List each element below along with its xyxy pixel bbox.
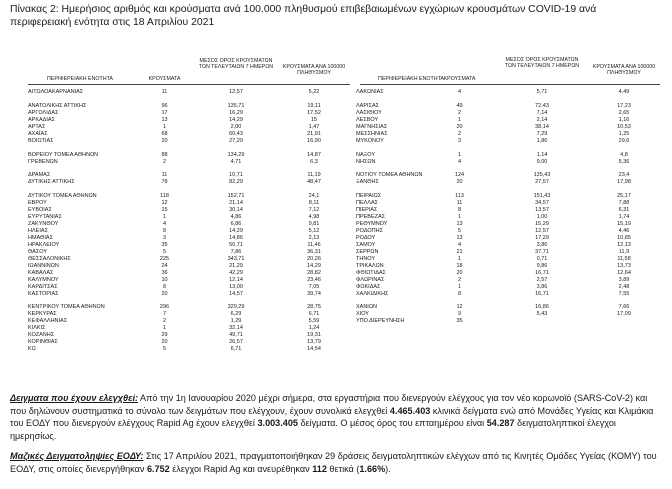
table-cell-cases: 49 xyxy=(456,102,463,109)
table-cell-per: 28,82 xyxy=(307,269,321,276)
table-cell-avg: 12,14 xyxy=(229,276,243,283)
table-cell-per: 14,87 xyxy=(307,151,321,158)
table-cell-cases: 296 xyxy=(159,304,170,311)
table-cell-cases: 1 xyxy=(162,325,167,332)
table-cell-cases: 113 xyxy=(455,193,464,200)
table-cell-region: ΡΟΔΟΠΗΣ xyxy=(356,228,384,234)
table-cell-region: ΘΕΣΣΑΛΟΝΙΚΗΣ xyxy=(28,255,71,262)
table-cell-region: ΕΒΡΟΥ xyxy=(28,200,47,207)
left-header-region: ΠΕΡΙΦΕΡΕΙΑΚΗ ΕΝΟΤΗΤΑ xyxy=(47,76,113,82)
table-cell-avg: 7,14 xyxy=(536,109,548,116)
table-cell-region: ΚΕΦΑΛΛΗΝΙΑΣ xyxy=(28,318,68,325)
table-cell-avg: 30,14 xyxy=(229,207,243,214)
table-cell-cases: 1 xyxy=(162,214,167,221)
table-cell-avg: 2,57 xyxy=(536,276,548,283)
table-cell-avg: 1,00 xyxy=(536,214,548,221)
table-cell-avg: 329,29 xyxy=(227,304,245,311)
table-cell-cases: 20 xyxy=(161,137,168,144)
table-cell-cases: 8 xyxy=(162,283,167,290)
table-cell-avg: 2,14 xyxy=(536,116,548,123)
table-cell-avg: 37,71 xyxy=(535,248,549,255)
table-cell-avg: 134,29 xyxy=(227,151,245,158)
table-cell-cases: 2 xyxy=(162,318,167,325)
footer-paragraph-mass-testing xyxy=(10,450,662,475)
table-cell-region: ΘΑΣΟΥ xyxy=(28,248,48,255)
table-cell-avg: 16,71 xyxy=(535,290,549,297)
table-cell-avg: 3,86 xyxy=(536,241,548,248)
table-cell-avg: 4,86 xyxy=(230,214,242,221)
table-cell-region: ΒΟΡΕΙΟΥ ΤΟΜΕΑ ΑΘΗΝΩΝ xyxy=(28,151,99,158)
table-cell-region: ΛΑΚΩΝΙΑΣ xyxy=(356,89,384,95)
footer-bold-value: 54.287 xyxy=(486,418,515,429)
table-cell-cases: 15 xyxy=(161,207,168,214)
table-cell-region: ΗΜΑΘΙΑΣ xyxy=(28,234,53,241)
table-cell-region: ΚΑΡΔΙΤΣΑΣ xyxy=(28,283,58,290)
table-cell-region: ΛΑΡΙΣΑΣ xyxy=(356,102,380,109)
table-cell-cases: 8 xyxy=(457,290,462,297)
table-cell-cases: 18 xyxy=(456,262,463,269)
table-cell-region: ΦΛΩΡΙΝΑΣ xyxy=(356,276,385,283)
table-cell-region: ΓΡΕΒΕΝΩΝ xyxy=(28,158,58,165)
table-cell-per: 6,71 xyxy=(308,311,320,318)
table-cell-per: 36,31 xyxy=(307,248,321,255)
table-cell-per: 6,3 xyxy=(310,158,318,165)
table-cell-cases: 2 xyxy=(162,158,167,165)
table-cell-avg: 14,86 xyxy=(229,234,243,241)
table-cell-region: ΝΑΞΟΥ xyxy=(356,151,375,158)
table-cell-avg: 5,71 xyxy=(536,89,548,95)
table-cell-avg: 0,71 xyxy=(536,255,548,262)
table-cell-region: ΜΑΓΝΗΣΙΑΣ xyxy=(356,123,388,130)
table-cell-cases: 11 xyxy=(456,200,463,207)
table-cell-per: 10,53 xyxy=(617,123,631,130)
table-cell-per: 11,46 xyxy=(307,241,321,248)
table-cell-per: 4,49 xyxy=(618,89,630,95)
table-cell-per: 16,90 xyxy=(307,137,321,144)
table-cell-cases: 1 xyxy=(457,283,462,290)
right-header-region: ΠΕΡΙΦΕΡΕΙΑΚΗ ΕΝΟΤΗΤΑ xyxy=(378,76,444,82)
table-cell-avg: 60,43 xyxy=(229,130,243,137)
table-cell-per: 21,91 xyxy=(307,130,321,137)
table-cell-per: 1,74 xyxy=(618,214,630,221)
table-cell-cases: 12 xyxy=(161,200,168,207)
table-cell-avg: 5,43 xyxy=(536,311,548,318)
table-cell-per: 1,47 xyxy=(308,123,320,130)
table-cell-avg: 21,14 xyxy=(229,200,243,207)
table-cell-per: 12,13 xyxy=(617,241,631,248)
table-cell-avg: 49,71 xyxy=(229,332,243,339)
table-cell-avg: 50,71 xyxy=(229,241,243,248)
table-cell-region: ΣΑΜΟΥ xyxy=(356,241,376,248)
table-cell-per: 19,31 xyxy=(307,332,321,339)
table-cell-region: ΑΡΤΑΣ xyxy=(28,123,46,130)
table-cell-region: ΦΩΚΙΔΑΣ xyxy=(356,283,381,290)
table-cell-region: ΝΗΣΩΝ xyxy=(356,158,376,165)
table-cell-cases: 96 xyxy=(161,102,168,109)
table-cell-avg: 27,57 xyxy=(535,179,549,186)
table-cell-per: 39,74 xyxy=(307,290,321,297)
table-cell-per: 1,24 xyxy=(308,325,320,332)
table-cell-region: ΛΑΣΙΘΙΟΥ xyxy=(356,109,382,116)
table-cell-region: ΜΕΣΣΗΝΙΑΣ xyxy=(356,130,388,137)
table-cell-cases: 9 xyxy=(457,311,462,318)
table-cell-per: 24,1 xyxy=(308,193,320,200)
table-cell-region: ΚΟΡΙΝΘΙΑΣ xyxy=(28,339,58,346)
table-cell-avg: 1,14 xyxy=(536,151,548,158)
table-cell-cases: 21 xyxy=(456,248,463,255)
table-cell-per: 25,17 xyxy=(617,193,631,200)
table-cell-region: ΗΡΑΚΛΕΙΟΥ xyxy=(28,241,60,248)
table-cell-avg: 7,29 xyxy=(536,130,548,137)
table-cell-region: ΑΧΑΪΑΣ xyxy=(28,130,48,137)
table-cell-avg: 2,00 xyxy=(230,123,242,130)
footer-text: δειγματοληπτικοί έλεγχοι ημερησίως. xyxy=(10,418,616,442)
table-cell-per: 48,47 xyxy=(307,179,321,186)
table-cell-cases: 2 xyxy=(457,109,462,116)
footer-text: έλεγχοι Rapid Ag και ανευρέθηκαν xyxy=(169,463,313,474)
table-cell-region: ΔΥΤΙΚΗΣ ΑΤΤΙΚΗΣ xyxy=(28,179,75,186)
table-cell-avg: 16,86 xyxy=(535,304,549,311)
table-cell-avg: 4,71 xyxy=(230,158,242,165)
table-cell-region: ΜΥΚΟΝΟΥ xyxy=(356,137,384,144)
table-cell-per: 15,19 xyxy=(617,221,631,228)
footer-text: κλινικά δείγματα ενώ από Μονάδες Υγείας και Κλιμάκια του ΕΟΔΥ που διενεργούν ελέγχους Rapid Ag έχουν ελεγχθεί xyxy=(10,405,654,429)
table-cell-per: 13,73 xyxy=(617,262,631,269)
table-cell-avg: 343,71 xyxy=(227,255,245,262)
table-cell-region: ΚΙΛΚΙΣ xyxy=(28,325,46,332)
table-cell-cases: 20 xyxy=(161,339,168,346)
table-cell-avg: 32,14 xyxy=(229,325,243,332)
right-header-cases: ΚΡΟΥΣΜΑΤΑ xyxy=(443,76,476,82)
table-cell-avg: 6,29 xyxy=(230,311,242,318)
table-cell-avg: 42,29 xyxy=(229,269,243,276)
table-cell-cases: 3 xyxy=(162,234,167,241)
table-cell-region: ΚΑΛΥΜΝΟΥ xyxy=(28,276,59,283)
left-header-rule xyxy=(28,84,350,85)
table-cell-per: 3,89 xyxy=(618,276,630,283)
table-cell-cases: 1 xyxy=(162,123,167,130)
table-cell-per: 13,79 xyxy=(307,339,321,346)
table-cell-cases: 7 xyxy=(162,311,167,318)
table-cell-per: 23,46 xyxy=(307,276,321,283)
table-cell-cases: 8 xyxy=(457,207,462,214)
table-cell-per: 17,09 xyxy=(617,311,631,318)
table-cell-per: 29,6 xyxy=(618,137,630,144)
table-cell-region: ΦΘΙΩΤΙΔΑΣ xyxy=(356,269,386,276)
table-cell-avg: 7,86 xyxy=(230,248,242,255)
table-cell-region: ΙΩΑΝΝΙΝΩΝ xyxy=(28,262,59,269)
table-cell-per: 6,31 xyxy=(618,207,630,214)
table-cell-avg: 3,86 xyxy=(536,283,548,290)
table-cell-cases: 29 xyxy=(161,332,168,339)
table-cell-per: 14,54 xyxy=(307,346,321,353)
right-header-per: ΚΡΟΥΣΜΑΤΑ ΑΝΑ 100000 ΠΛΗΘΥΣΜΟΥ xyxy=(592,64,656,77)
table-cell-region: ΖΑΚΥΝΘΟΥ xyxy=(28,221,59,228)
table-cell-cases: 13 xyxy=(161,116,168,123)
table-cell-per: 15 xyxy=(310,116,318,123)
footer-bold-value: 1.66% xyxy=(359,463,386,474)
table-cell-avg: 151,43 xyxy=(533,193,551,200)
table-cell-cases: 1 xyxy=(457,151,462,158)
footer-bold-value: 6.752 xyxy=(146,463,170,474)
table-cell-per: 1,25 xyxy=(618,130,630,137)
table-cell-cases: 1 xyxy=(457,255,462,262)
table-cell-region: ΥΠΟ ΔΙΕΡΕΥΝΗΣΗ xyxy=(356,318,405,325)
table-cell-cases: 5 xyxy=(162,248,167,255)
table-cell-avg: 14,29 xyxy=(229,228,243,234)
table-cell-cases: 13 xyxy=(456,221,463,228)
footer-paragraph-tests xyxy=(10,392,662,443)
table-cell-cases: 35 xyxy=(161,241,168,248)
table-cell-avg: 14,29 xyxy=(229,116,243,123)
table-cell-avg: 12,57 xyxy=(229,89,243,95)
table-cell-per: 11,9 xyxy=(618,248,630,255)
table-cell-per: 20,26 xyxy=(307,255,321,262)
table-cell-region: ΝΟΤΙΟΥ ΤΟΜΕΑ ΑΘΗΝΩΝ xyxy=(356,172,423,179)
table-cell-avg: 27,29 xyxy=(229,137,243,144)
table-cell-avg: 72,43 xyxy=(535,102,549,109)
table-cell-avg: 21,29 xyxy=(229,262,243,269)
table-cell-per: 7,12 xyxy=(308,207,320,214)
table-cell-region: ΧΑΝΙΩΝ xyxy=(356,304,377,311)
table-cell-cases: 4 xyxy=(457,158,462,165)
footer-text: δείγματα. Ο μέσος όρος του επταημέρου είναι xyxy=(297,418,487,429)
table-cell-per: 5,36 xyxy=(618,158,630,165)
footer-bold-value: 3.003.405 xyxy=(257,418,298,429)
table-cell-avg: 26,57 xyxy=(229,339,243,346)
table-cell-region: ΠΡΕΒΕΖΑΣ xyxy=(356,214,386,221)
table-cell-avg: 1,86 xyxy=(536,137,548,144)
table-cell-per: 5,12 xyxy=(308,228,320,234)
table-cell-cases: 4 xyxy=(457,241,462,248)
table-cell-region: ΛΕΣΒΟΥ xyxy=(356,116,379,123)
table-cell-cases: 36 xyxy=(161,269,168,276)
table-cell-avg: 16,29 xyxy=(229,109,243,116)
table-cell-per: 23,4 xyxy=(618,172,630,179)
table-cell-per: 2,13 xyxy=(308,234,320,241)
table-cell-region: ΞΑΝΘΗΣ xyxy=(356,179,379,186)
table-cell-cases: 2 xyxy=(457,276,462,283)
table-cell-per: 7,05 xyxy=(308,283,320,290)
table-cell-avg: 34,57 xyxy=(535,200,549,207)
table-cell-cases: 11 xyxy=(161,172,168,179)
table-cell-cases: 20 xyxy=(161,290,168,297)
table-cell-cases: 20 xyxy=(456,123,463,130)
table-cell-region: ΚΕΝΤΡΙΚΟΥ ΤΟΜΕΑ ΑΘΗΝΩΝ xyxy=(28,304,105,311)
table-cell-region: ΠΕΙΡΑΙΩΣ xyxy=(356,193,382,200)
table-cell-avg: 13,00 xyxy=(229,283,243,290)
table-cell-avg: 6,86 xyxy=(230,221,242,228)
right-header-rule xyxy=(360,84,660,85)
table-cell-per: 4,46 xyxy=(618,228,630,234)
table-cell-per: 7,88 xyxy=(618,200,630,207)
table-cell-region: ΠΙΕΡΙΑΣ xyxy=(356,207,378,214)
table-cell-avg: 135,43 xyxy=(533,172,551,179)
table-cell-region: ΚΩ xyxy=(28,346,36,353)
table-cell-avg: 12,57 xyxy=(535,228,549,234)
table-cell-per: 17,98 xyxy=(617,179,631,186)
table-cell-per: 8,11 xyxy=(308,200,320,207)
table-cell-cases: 20 xyxy=(456,269,463,276)
table-cell-cases: 17 xyxy=(161,109,168,116)
table-cell-region: ΑΡΓΟΛΙΔΑΣ xyxy=(28,109,59,116)
table-cell-cases: 13 xyxy=(456,234,463,241)
table-cell-region: ΕΥΒΟΙΑΣ xyxy=(28,207,52,214)
table-cell-cases: 124 xyxy=(454,172,465,179)
table-cell-cases: 5 xyxy=(457,228,462,234)
table-cell-avg: 10,71 xyxy=(229,172,243,179)
table-cell-avg: 152,71 xyxy=(227,193,245,200)
table-cell-per: 10,85 xyxy=(617,234,631,241)
table-cell-cases: 12 xyxy=(456,304,463,311)
table-cell-per: 9,81 xyxy=(308,221,320,228)
footer-tests-label: Δειγματα που έχουν ελεγχθεί: xyxy=(10,393,139,403)
table-cell-avg: 15,29 xyxy=(535,221,549,228)
footer-text: Στις 17 Απριλίου 2021, πραγματοποιήθηκαν 29 δράσεις δειγματοληπτικών ελέγχων από τις Κινητές Ομάδες Υγείας (ΚΟΜΥ) του ΕΟΔΥ, στις οποίες διενεργήθηκαν xyxy=(10,451,657,474)
table-cell-avg: 9,86 xyxy=(536,262,548,269)
table-cell-avg: 6,71 xyxy=(230,346,242,353)
table-cell-per: 5,59 xyxy=(308,318,320,325)
left-header-cases: ΚΡΟΥΣΜΑΤΑ xyxy=(148,76,181,82)
table-cell-avg: 9,00 xyxy=(536,158,548,165)
left-header-avg: ΜΕΣΟΣ ΟΡΟΣ ΚΡΟΥΣΜΑΤΩΝ ΤΩΝ ΤΕΛΕΥΤΑΙΩΝ 7 ΗΜΕΡΩΝ xyxy=(198,58,274,71)
table-title: Πίνακας 2: Ημερήσιος αριθμός και κρούσματα ανά 100.000 πληθυσμού επιβεβαιωμένων εγχώριων κρουσμάτων COVID-19 ανά περιφερειακή ενότητα στις 18 Απριλίου 2021 xyxy=(10,4,597,28)
table-cell-region: ΤΡΙΚΑΛΩΝ xyxy=(356,262,384,269)
table-cell-region: ΒΟΙΩΤΙΑΣ xyxy=(28,137,54,144)
table-cell-per: 2,65 xyxy=(618,109,630,116)
table-cell-per: 1,16 xyxy=(618,116,630,123)
table-cell-cases: 10 xyxy=(161,276,168,283)
table-cell-region: ΚΕΡΚΥΡΑΣ xyxy=(28,311,57,318)
table-cell-per: 7,55 xyxy=(618,290,630,297)
table-cell-cases: 11 xyxy=(161,89,168,95)
table-cell-cases: 4 xyxy=(162,221,167,228)
table-cell-cases: 8 xyxy=(162,228,167,234)
table-cell-region: ΣΕΡΡΩΝ xyxy=(356,248,379,255)
table-cell-cases: 2 xyxy=(457,130,462,137)
table-cell-cases: 225 xyxy=(159,255,170,262)
table-cell-per: 7,66 xyxy=(618,304,630,311)
table-cell-cases: 1 xyxy=(457,214,462,221)
table-cell-per: 19,11 xyxy=(307,102,321,109)
right-header-avg: ΜΕΣΟΣ ΟΡΟΣ ΚΡΟΥΣΜΑΤΩΝ ΤΩΝ ΤΕΛΕΥΤΑΙΩΝ 7 ΗΜΕΡΩΝ xyxy=(504,57,580,70)
table-cell-cases: 5 xyxy=(162,346,167,353)
table-cell-region: ΡΕΘΥΜΝΟΥ xyxy=(356,221,388,228)
table-cell-avg: 38,14 xyxy=(535,123,549,130)
table-cell-per: 2,48 xyxy=(618,283,630,290)
table-cell-per: 11,58 xyxy=(617,255,631,262)
table-cell-region: ΠΕΛΛΑΣ xyxy=(356,200,379,207)
table-cell-region: ΚΑΒΑΛΑΣ xyxy=(28,269,54,276)
footer-mass-testing-label: Μαζικές Δειγματοληψίες ΕΟΔΥ: xyxy=(10,451,144,461)
table-cell-per: 28,75 xyxy=(307,304,321,311)
table-cell-region: ΧΙΟΥ xyxy=(356,311,369,318)
footer-text: Από την 1η Ιανουαρίου 2020 μέχρι σήμερα, στα εργαστήρια που διενεργούν ελέγχους για τον νέο κορωνοϊό (SARS-CoV-2) και που δηλώνουν συστηματικά το σύνολο των δειγμάτων που ελέγχουν, έχουν συνολικά ελεγχθεί xyxy=(10,393,648,416)
table-cell-region: ΔΥΤΙΚΟΥ ΤΟΜΕΑ ΑΘΗΝΩΝ xyxy=(28,193,97,200)
table-cell-region: ΔΡΑΜΑΣ xyxy=(28,172,51,179)
footer-text: θετικά ( xyxy=(326,463,360,474)
table-cell-region: ΕΥΡΥΤΑΝΙΑΣ xyxy=(28,214,62,221)
table-cell-per: 4,98 xyxy=(308,214,320,221)
footer-bold-value: 4.465.403 xyxy=(389,405,431,416)
table-cell-avg: 13,57 xyxy=(535,207,549,214)
left-header-per: ΚΡΟΥΣΜΑΤΑ ΑΝΑ 100000 ΠΛΗΘΥΣΜΟΥ xyxy=(282,64,346,77)
table-cell-cases: 118 xyxy=(160,193,169,200)
table-cell-region: ΑΡΚΑΔΙΑΣ xyxy=(28,116,55,123)
table-cell-avg: 17,29 xyxy=(535,234,549,241)
table-cell-region: ΤΗΝΟΥ xyxy=(356,255,376,262)
table-cell-region: ΧΑΛΚΙΔΙΚΗΣ xyxy=(356,290,389,297)
table-cell-cases: 3 xyxy=(457,137,462,144)
table-cell-avg: 16,71 xyxy=(535,269,549,276)
table-cell-avg: 82,29 xyxy=(229,179,243,186)
table-cell-avg: 135,71 xyxy=(227,102,245,109)
table-cell-cases: 78 xyxy=(161,179,168,186)
table-cell-cases: 1 xyxy=(457,116,462,123)
table-cell-cases: 4 xyxy=(457,89,462,95)
table-cell-cases: 68 xyxy=(161,130,168,137)
footer-text: ). xyxy=(385,463,391,474)
table-cell-per: 11,19 xyxy=(307,172,321,179)
table-cell-region: ΗΛΕΙΑΣ xyxy=(28,228,48,234)
table-cell-avg: 14,57 xyxy=(229,290,243,297)
table-cell-per: 12,64 xyxy=(617,269,631,276)
table-cell-per: 5,22 xyxy=(308,89,320,95)
table-cell-cases: 88 xyxy=(161,151,168,158)
table-cell-region: ΚΑΣΤΟΡΙΑΣ xyxy=(28,290,59,297)
table-cell-cases: 20 xyxy=(456,179,463,186)
footer-bold-value: 112 xyxy=(312,463,327,474)
table-cell-cases: 24 xyxy=(161,262,168,269)
table-cell-region: ΑΙΤΩΛΟΑΚΑΡΝΑΝΙΑΣ xyxy=(28,89,84,95)
table-cell-per: 17,52 xyxy=(307,109,321,116)
table-cell-per: 14,29 xyxy=(307,262,321,269)
table-cell-region: ΚΟΖΑΝΗΣ xyxy=(28,332,55,339)
table-cell-avg: 1,29 xyxy=(230,318,242,325)
table-cell-region: ΑΝΑΤΟΛΙΚΗΣ ΑΤΤΙΚΗΣ xyxy=(28,102,87,109)
table-cell-per: 17,23 xyxy=(617,102,631,109)
table-cell-cases: 35 xyxy=(456,318,463,325)
table-cell-region: ΡΟΔΟΥ xyxy=(356,234,376,241)
table-cell-per: 4,8 xyxy=(620,151,628,158)
